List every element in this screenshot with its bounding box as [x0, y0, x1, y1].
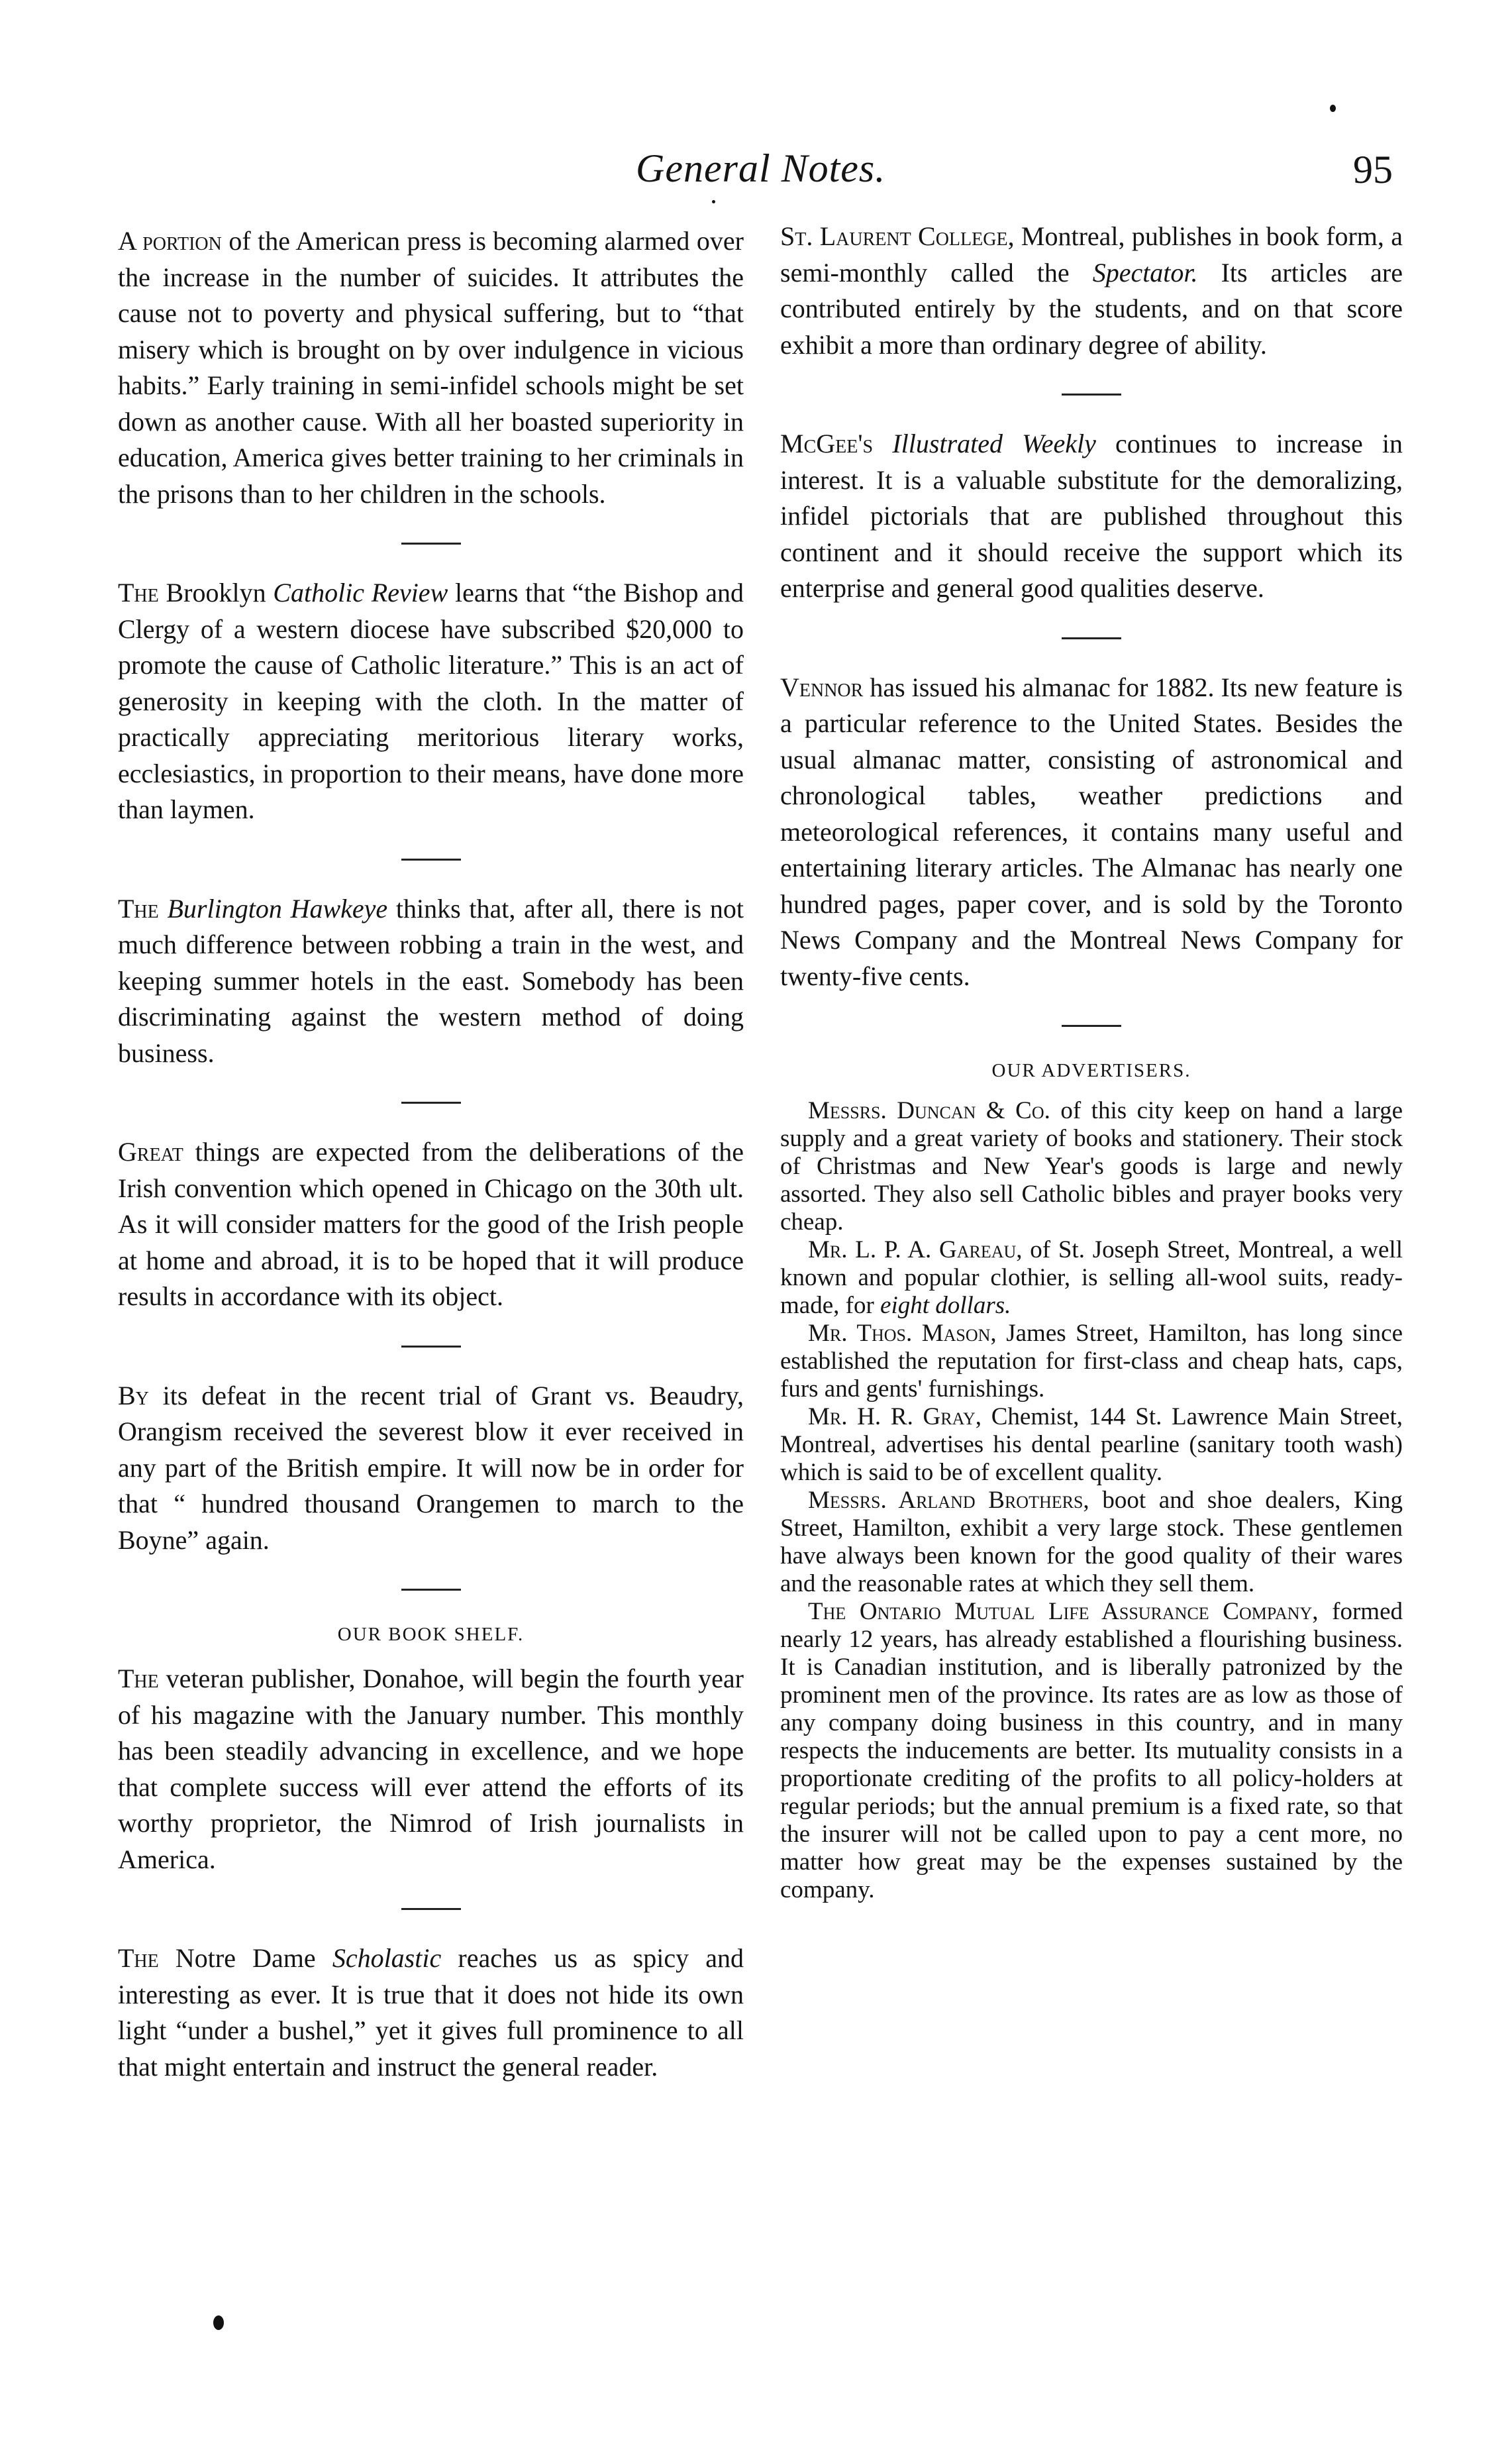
note-catholic-review: [118, 575, 744, 828]
note-st-laurent-college: [780, 219, 1403, 363]
note-vennor-almanac: [780, 670, 1403, 995]
book-shelf-heading: OUR BOOK SHELF.: [337, 1624, 525, 1645]
note-publication-title: Spectator.: [1092, 257, 1198, 288]
separator-rule: [401, 1908, 461, 1910]
ad-text: Chemist, 144 St. Lawrence Main Street, Montreal, advertises his dental pearline (sanitary tooth wash) which is said to be of excellent quality.: [780, 1403, 1403, 1486]
separator-rule: [401, 859, 461, 861]
note-text: has issued his almanac for 1882. Its new feature is a particular reference to the United States. Besides the usual almanac matter, consisting of astronomical and chronological tables, weather predictions and meteorological references, it contains many useful and entertaining literary articles. The Almanac has nearly one hundred pages, paper cover, and is sold by the Toronto News Company and the Montreal News Company for twenty-five cents.: [780, 672, 1403, 991]
ad-text: boot and shoe dealers, King Street, Hamilton, exhibit a very large stock. These gentlemen have always been known for the good quality of their wares and the reasonable rates at which they sell them.: [780, 1487, 1403, 1597]
ad-lead: Messrs. Duncan & Co.: [808, 1097, 1050, 1124]
note-lead: The: [118, 578, 159, 608]
right-column: [780, 219, 1403, 1904]
ink-speck: [213, 2315, 224, 2330]
separator-rule: [1062, 394, 1121, 396]
note-irish-convention: [118, 1134, 744, 1315]
note-text: Its articles are contributed entirely by the students, and on that score exhibit a more than ordinary degree of ability.: [780, 257, 1403, 360]
note-text: learns that “the Bishop and Clergy of a western diocese have subscribed $20,000 to promote the cause of Catholic literature.” This is an act of generosity in keeping with the cloth. In the matter of practically appreciating meritorious literary works, ecclesiastics, in proportion to their means, have done more than laymen.: [118, 578, 744, 824]
note-pre: [873, 429, 892, 458]
book-donahoe: [118, 1661, 744, 1878]
note-grant-beaudry: [118, 1378, 744, 1559]
note-lead: Great: [118, 1137, 183, 1167]
note-pre: Brooklyn: [158, 578, 274, 608]
ad-lead: Mr. Thos. Mason,: [808, 1320, 997, 1347]
note-burlington-hawkeye: [118, 891, 744, 1072]
separator-rule: [1062, 1025, 1121, 1027]
book-notre-dame-scholastic: [118, 1940, 744, 2085]
note-text: veteran publisher, Donahoe, will begin the fourth year of his magazine with the January number. This monthly has been steadily advancing in excellence, and we hope that complete success will ever attend the efforts of its worthy proprietor, the Nimrod of Irish journalists in America.: [118, 1664, 744, 1874]
note-text: of the American press is becoming alarmed over the increase in the number of suicides. It attributes the cause not to poverty and physical suffering, but to “that misery which is brought on by over indulgence in vicious habits.” Early training in semi-infidel schools might be set down as another cause. With all her boasted superiority in education, America gives better training to her criminals in the prisons than to her children in the schools.: [118, 226, 744, 509]
note-pre: Notre Dame: [158, 1943, 332, 1973]
note-lead: By: [118, 1380, 149, 1410]
separator-rule: [1062, 637, 1121, 639]
note-text: continues to increase in interest. It is a valuable substitute for the demoralizing, infidel pictorials that are published throughout this continent and it should receive the support which its enterprise and general good qualities deserve.: [780, 429, 1403, 603]
note-lead: St. Laurent College: [780, 221, 1008, 251]
note-publication-title: Catholic Review: [273, 578, 448, 608]
ad-price: eight dollars.: [880, 1292, 1011, 1319]
note-lead: The: [118, 1664, 159, 1693]
ad-text: formed nearly 12 years, has already established a flourishing business. It is Canadian institution, and is liberally patronized by the prominent men of the province. Its rates are as low as those of any company doing business in this country, and in many respects the inducements are better. Its mutuality consists in a proportionate crediting of the profits to all policy-holders at regular periods; but the annual premium is a fixed rate, so that the insurer will not be called upon to pay a cent more, no matter how great may be the expenses sustained by the company.: [780, 1598, 1403, 1903]
ad-text: James Street, Hamilton, has long since established the reputation for first-class and cheap hats, caps, furs and gents' furnishings.: [780, 1320, 1403, 1403]
note-text: thinks that, after all, there is not much difference between robbing a train in the west, and keeping summer hotels in the east. Somebody has been discriminating against the western method of doing business.: [118, 893, 744, 1068]
note-lead: A portion: [118, 226, 222, 256]
note-lead: The: [118, 893, 159, 924]
ink-speck: [1330, 105, 1336, 112]
left-column: [118, 223, 744, 2085]
running-header-title: General Notes.: [636, 146, 886, 190]
separator-rule: [401, 1102, 461, 1104]
ad-duncan: [780, 1097, 1403, 1236]
note-pre: , Montreal, publishes in book form, a semi-monthly called the: [780, 221, 1403, 288]
ad-text: of this city keep on hand a large supply and a great variety of books and stationery. Their stock of Christmas and New Year's goods is large and newly assorted. They also sell Catholic bibles and prayer books very cheap.: [780, 1097, 1403, 1236]
advertisers-heading: OUR ADVERTISERS.: [991, 1060, 1191, 1081]
page-number: 95: [1353, 148, 1393, 191]
separator-rule: [401, 543, 461, 545]
ad-gareau: [780, 1236, 1403, 1320]
note-publication-title: Scholastic: [332, 1943, 442, 1973]
note-press-suicides: [118, 223, 744, 512]
ad-lead: Mr. H. R. Gray,: [808, 1403, 982, 1430]
advertisers-list: [780, 1097, 1403, 1904]
note-mcgees-weekly: [780, 426, 1403, 607]
note-publication-title: Illustrated Weekly: [892, 429, 1096, 458]
ad-text: of St. Joseph Street, Montreal, a well known and popular clothier, is selling all-wool suits, ready-made, for: [780, 1236, 1403, 1319]
ad-arland-brothers: [780, 1487, 1403, 1598]
separator-rule: [401, 1346, 461, 1348]
note-pre: [159, 894, 168, 924]
separator-rule: [401, 1589, 461, 1591]
note-lead: Vennor: [780, 672, 864, 702]
ad-ontario-mutual: [780, 1598, 1403, 1904]
note-lead: McGee's: [780, 429, 874, 458]
ad-lead: Messrs. Arland Brothers,: [808, 1487, 1089, 1514]
note-text: things are expected from the deliberations of the Irish convention which opened in Chicago on the 30th ult. As it will consider matters for the good of the Irish people at home and abroad, it is to be hoped that it will produce results in accordance with its object.: [118, 1137, 744, 1311]
ad-lead: The Ontario Mutual Life Assurance Company,: [808, 1598, 1319, 1625]
note-text: its defeat in the recent trial of Grant vs. Beaudry, Orangism received the severest blow it ever received in any part of the British empire. It will now be in order for that “ hundred thousand Orangemen to march to the Boyne” again.: [118, 1380, 744, 1555]
ad-lead: Mr. L. P. A. Gareau,: [808, 1236, 1023, 1263]
ad-mason: [780, 1320, 1403, 1403]
ad-gray: [780, 1403, 1403, 1487]
note-lead: The: [118, 1943, 159, 1973]
note-publication-title: Burlington Hawkeye: [167, 893, 388, 924]
ink-speck: [712, 200, 715, 203]
note-text: reaches us as spicy and interesting as ever. It is true that it does not hide its own light “under a bushel,” yet it gives full prominence to all that might entertain and instruct the general reader.: [118, 1943, 744, 2082]
